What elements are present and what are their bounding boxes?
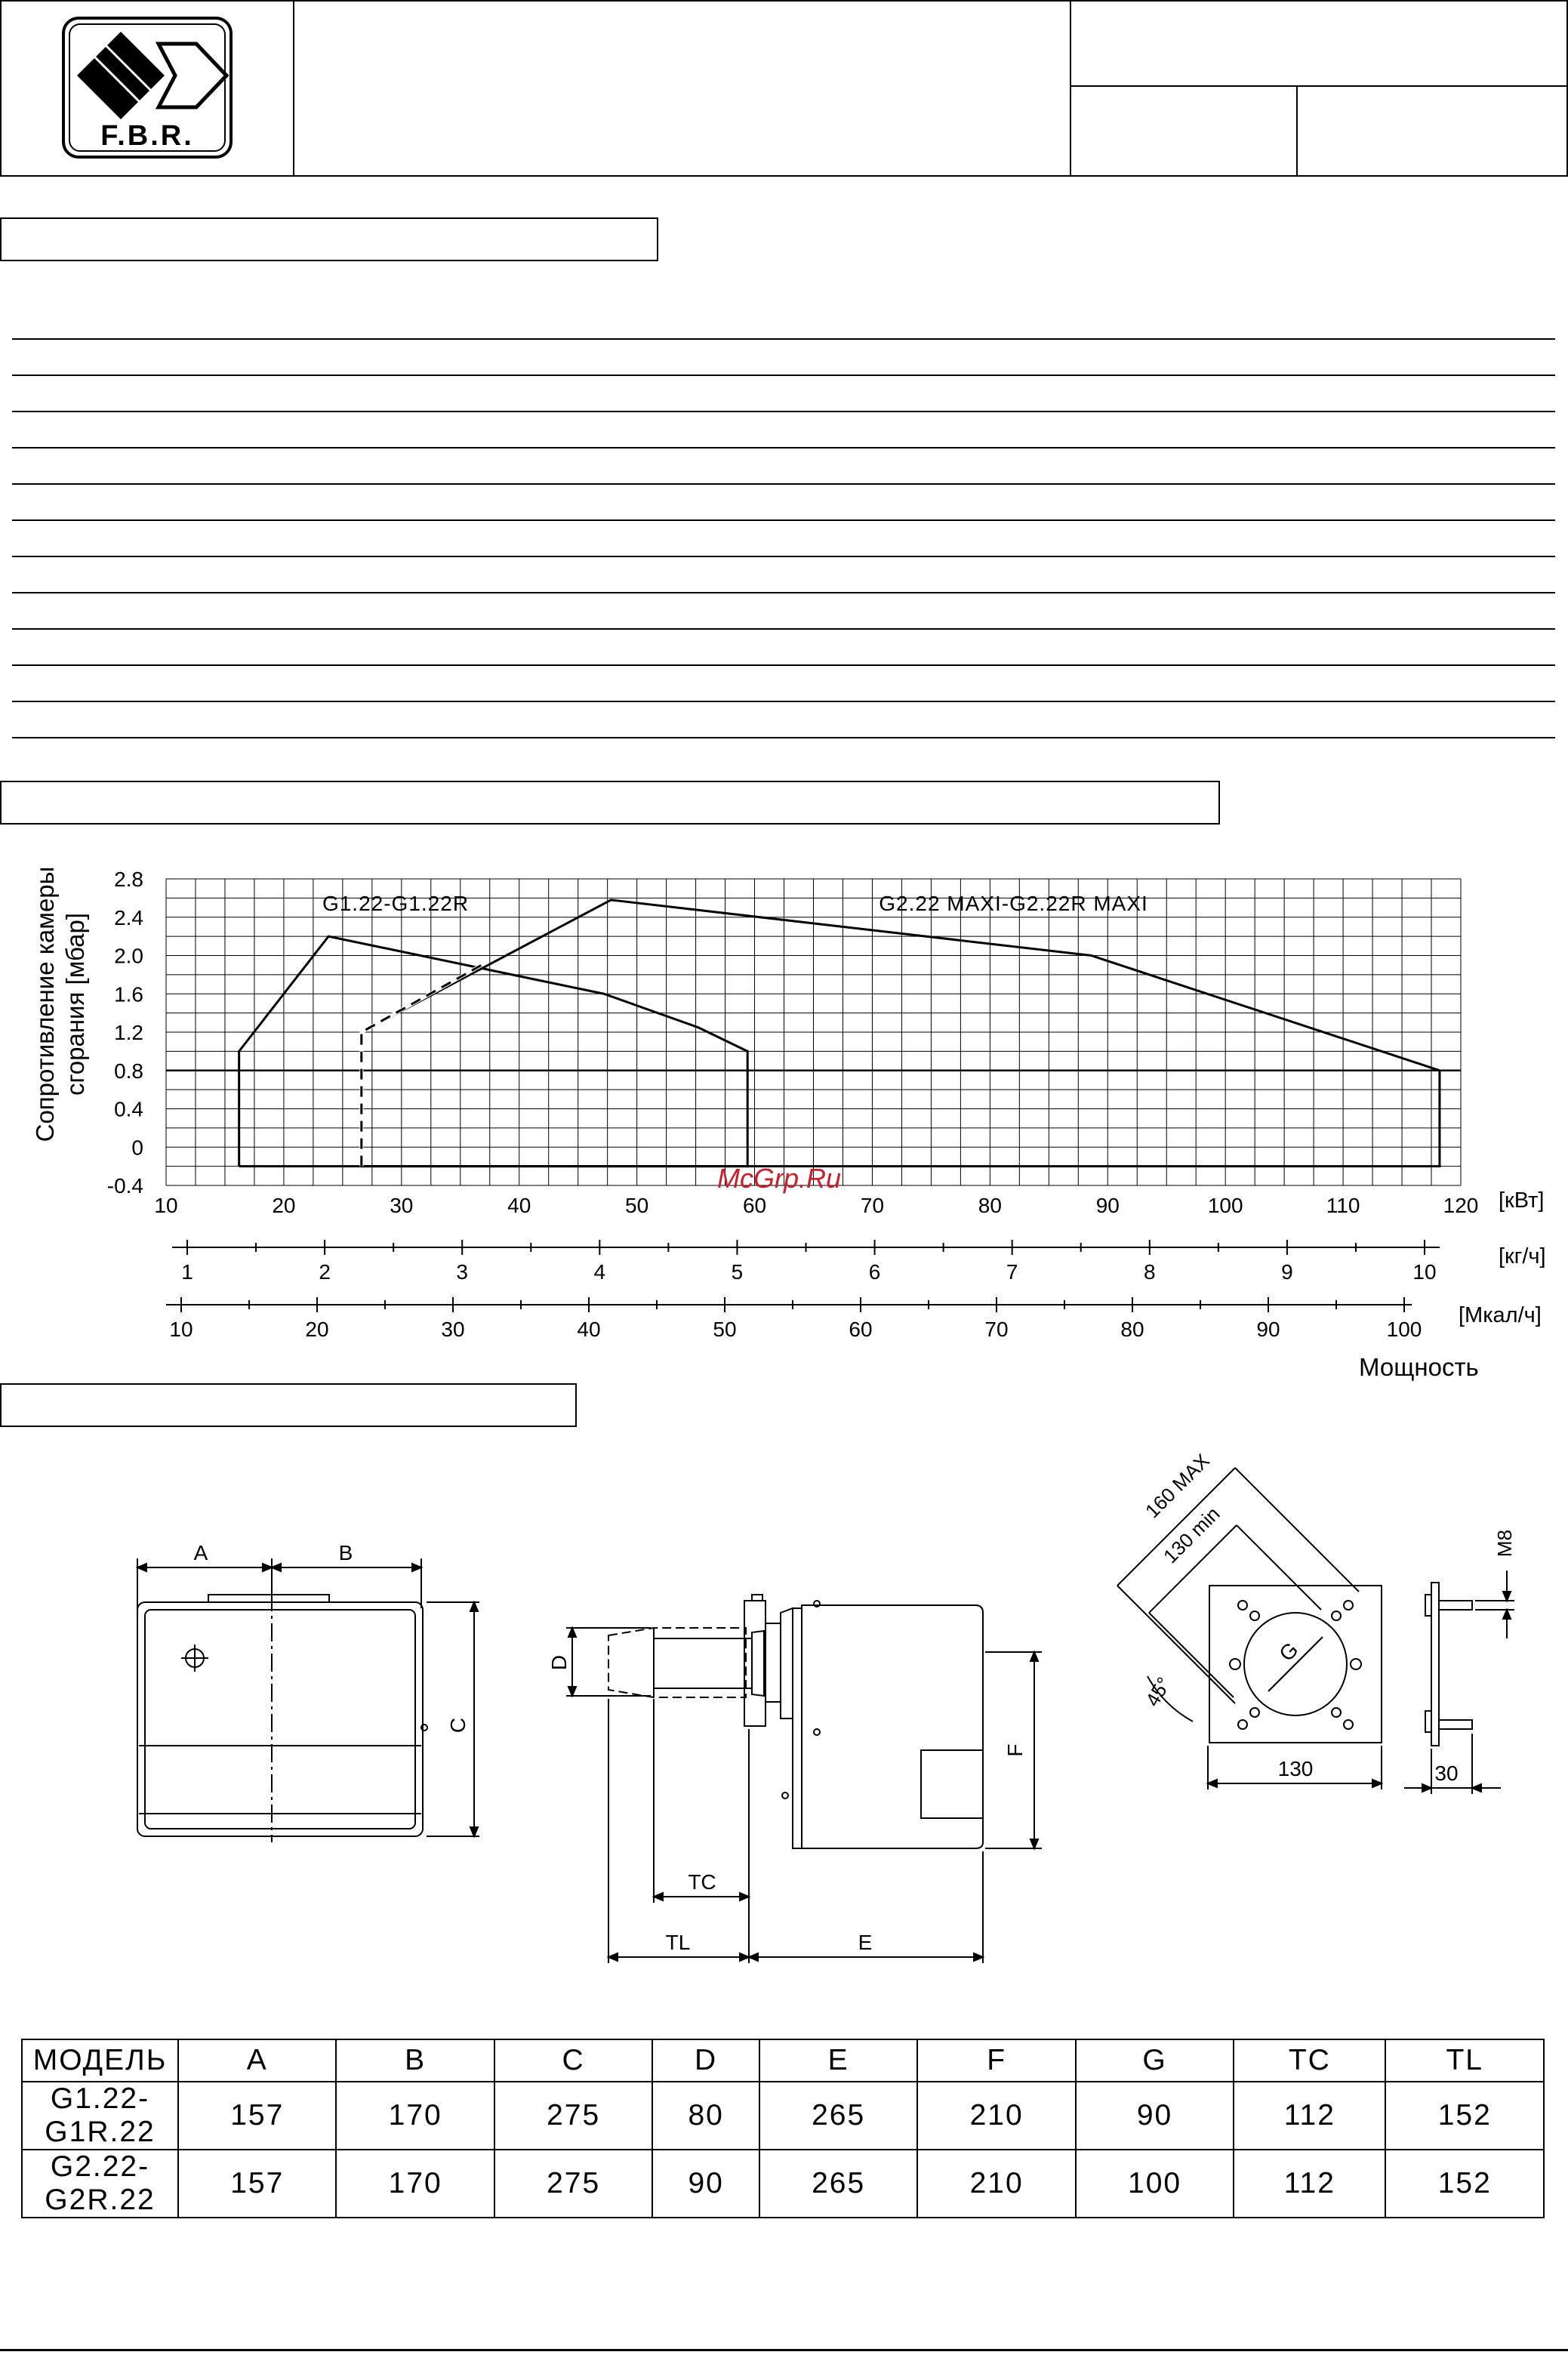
- table-cell: 210: [917, 2082, 1075, 2150]
- axis-unit-mcal: [Мкал/ч]: [1459, 1303, 1542, 1327]
- blank-line: [12, 447, 1555, 448]
- x-tick-label-kw: 30: [390, 1194, 414, 1217]
- table-cell: 112: [1234, 2082, 1385, 2150]
- x-tick-label-mcal: 90: [1256, 1318, 1280, 1341]
- fbr-logo: [60, 15, 234, 160]
- dim-label-b: B: [338, 1541, 353, 1564]
- table-header-cell: G: [1076, 2039, 1234, 2082]
- table-cell: G2.22-G2R.22: [22, 2150, 178, 2218]
- blank-line: [12, 556, 1555, 557]
- chart-y-axis-label-line1: Сопротивление камеры: [31, 866, 59, 1142]
- table-header-cell: МОДЕЛЬ: [22, 2039, 178, 2082]
- dim-label-30: 30: [1434, 1762, 1459, 1785]
- side-view-drawing: [544, 1586, 1057, 1978]
- front-view-drawing: [113, 1533, 491, 1865]
- y-tick-label: 0: [131, 1136, 143, 1160]
- table-cell: 100: [1076, 2150, 1234, 2218]
- table-row: [22, 2082, 1544, 2150]
- dimensions-table: [21, 2039, 1545, 2218]
- table-cell: 157: [178, 2082, 336, 2150]
- x-tick-label-kw: 110: [1326, 1194, 1360, 1217]
- table-cell: 170: [336, 2150, 494, 2218]
- axis-unit-kgh: [кг/ч]: [1499, 1244, 1546, 1268]
- table-header-cell: F: [917, 2039, 1075, 2082]
- x-tick-label-kgh: 6: [868, 1260, 881, 1284]
- x-tick-label-kw: 100: [1207, 1194, 1243, 1217]
- y-tick-label: -0.4: [106, 1174, 143, 1198]
- blank-line: [12, 701, 1555, 702]
- section-title-box-1: [0, 217, 658, 261]
- section-title-box-2: [0, 781, 1220, 825]
- y-tick-label: 2.8: [114, 868, 143, 891]
- x-tick-label-mcal: 80: [1120, 1318, 1144, 1341]
- series-line-2: [362, 900, 1440, 1167]
- x-tick-label-kgh: 1: [181, 1260, 193, 1284]
- x-tick-label-mcal: 100: [1386, 1318, 1422, 1341]
- x-tick-label-kw: 70: [860, 1194, 885, 1217]
- series-dashed-segment: [362, 965, 482, 1166]
- table-header-row: [22, 2039, 1544, 2082]
- table-cell: 170: [336, 2082, 494, 2150]
- series-label-1: G1.22-G1.22R: [322, 892, 470, 915]
- x-tick-label-kw: 80: [978, 1194, 1002, 1217]
- dim-label-a: A: [193, 1541, 208, 1564]
- x-tick-label-kw: 20: [272, 1194, 296, 1217]
- blank-line: [12, 664, 1555, 666]
- header-right-top-cell: [1070, 0, 1568, 87]
- table-header-cell: D: [652, 2039, 759, 2082]
- section-title-box-3: [0, 1383, 577, 1427]
- blank-line: [12, 519, 1555, 521]
- dim-label-45deg: 45°: [1141, 1672, 1175, 1710]
- x-tick-label-mcal: 30: [441, 1318, 465, 1341]
- x-tick-label-kw: 120: [1443, 1194, 1479, 1217]
- table-cell: 90: [1076, 2082, 1234, 2150]
- flange-drawing: [1087, 1449, 1555, 1812]
- x-tick-label-mcal: 50: [713, 1318, 737, 1341]
- x-tick-label-kgh: 10: [1412, 1260, 1437, 1284]
- watermark: McGrp.Ru: [717, 1163, 842, 1194]
- table-cell: G1.22-G1R.22: [22, 2082, 178, 2150]
- y-tick-label: 0.4: [114, 1097, 143, 1121]
- table-cell: 210: [917, 2150, 1075, 2218]
- footer-rule: [0, 2349, 1568, 2351]
- table-row: [22, 2150, 1544, 2218]
- dim-label-160max: 160 MAX: [1141, 1449, 1214, 1523]
- x-tick-label-kgh: 8: [1143, 1260, 1156, 1284]
- series-dash-mask: [362, 965, 482, 1166]
- blank-line: [12, 483, 1555, 485]
- dim-label-c: C: [446, 1717, 470, 1734]
- x-tick-label-kgh: 3: [456, 1260, 469, 1284]
- x-tick-label-kw: 40: [507, 1194, 531, 1217]
- table-cell: 275: [494, 2082, 652, 2150]
- table-cell: 152: [1385, 2082, 1544, 2150]
- table-cell: 157: [178, 2150, 336, 2218]
- table-header-cell: A: [178, 2039, 336, 2082]
- table-header-cell: TC: [1234, 2039, 1385, 2082]
- x-tick-label-kgh: 7: [1006, 1260, 1018, 1284]
- table-header-cell: TL: [1385, 2039, 1544, 2082]
- table-cell: 275: [494, 2150, 652, 2218]
- dim-label-130: 130: [1277, 1757, 1314, 1780]
- dim-label-d: D: [547, 1654, 571, 1671]
- header-right-bottom-left-cell: [1070, 85, 1298, 177]
- blank-line: [12, 628, 1555, 630]
- y-tick-label: 1.2: [114, 1021, 143, 1044]
- table-cell: 265: [759, 2082, 917, 2150]
- blank-line: [12, 375, 1555, 376]
- table-header-cell: E: [759, 2039, 917, 2082]
- table-header-cell: B: [336, 2039, 494, 2082]
- x-tick-label-mcal: 20: [305, 1318, 329, 1341]
- x-tick-label-kw: 50: [625, 1194, 649, 1217]
- x-tick-label-kw: 60: [742, 1194, 767, 1217]
- x-tick-label-kgh: 4: [593, 1260, 606, 1284]
- blank-line: [12, 737, 1555, 738]
- y-tick-label: 2.0: [114, 944, 143, 968]
- table-cell: 90: [652, 2150, 759, 2218]
- chart-x-axis-label: Мощность: [1359, 1353, 1479, 1381]
- x-tick-label-mcal: 10: [169, 1318, 193, 1341]
- table-cell: 152: [1385, 2150, 1544, 2218]
- dim-label-tc: TC: [688, 1870, 716, 1894]
- table-cell: 112: [1234, 2150, 1385, 2218]
- x-tick-label-kgh: 5: [731, 1260, 744, 1284]
- blank-line: [12, 411, 1555, 412]
- table-cell: 265: [759, 2150, 917, 2218]
- table-header-cell: C: [494, 2039, 652, 2082]
- x-tick-label-mcal: 70: [984, 1318, 1009, 1341]
- x-tick-label-kgh: 9: [1281, 1260, 1293, 1284]
- x-tick-label-mcal: 40: [577, 1318, 601, 1341]
- blank-line: [12, 592, 1555, 593]
- header-right-bottom-right-cell: [1296, 85, 1568, 177]
- resistance-chart: [0, 861, 1568, 1341]
- x-tick-label-mcal: 60: [849, 1318, 873, 1341]
- blank-line: [12, 338, 1555, 340]
- dim-label-130min: 130 min: [1159, 1502, 1225, 1568]
- y-tick-label: 0.8: [114, 1059, 143, 1083]
- dim-label-e: E: [858, 1931, 873, 1954]
- x-tick-label-kw: 10: [154, 1194, 178, 1217]
- series-label-2: G2.22 MAXI-G2.22R MAXI: [879, 892, 1148, 915]
- table-cell: 80: [652, 2082, 759, 2150]
- axis-unit-kw: [кВт]: [1499, 1188, 1545, 1213]
- x-tick-label-kgh: 2: [319, 1260, 331, 1284]
- dim-label-tl: TL: [665, 1931, 691, 1954]
- dim-label-g: G: [1274, 1637, 1303, 1666]
- dim-label-m8: M8: [1493, 1529, 1516, 1558]
- logo-text: F.B.R.: [100, 120, 194, 152]
- x-tick-label-kw: 90: [1095, 1194, 1120, 1217]
- y-tick-label: 2.4: [114, 905, 143, 929]
- y-tick-label: 1.6: [114, 982, 143, 1006]
- dim-label-f: F: [1003, 1743, 1027, 1757]
- chart-y-axis-label-line2: сгорания [мбар]: [61, 912, 89, 1096]
